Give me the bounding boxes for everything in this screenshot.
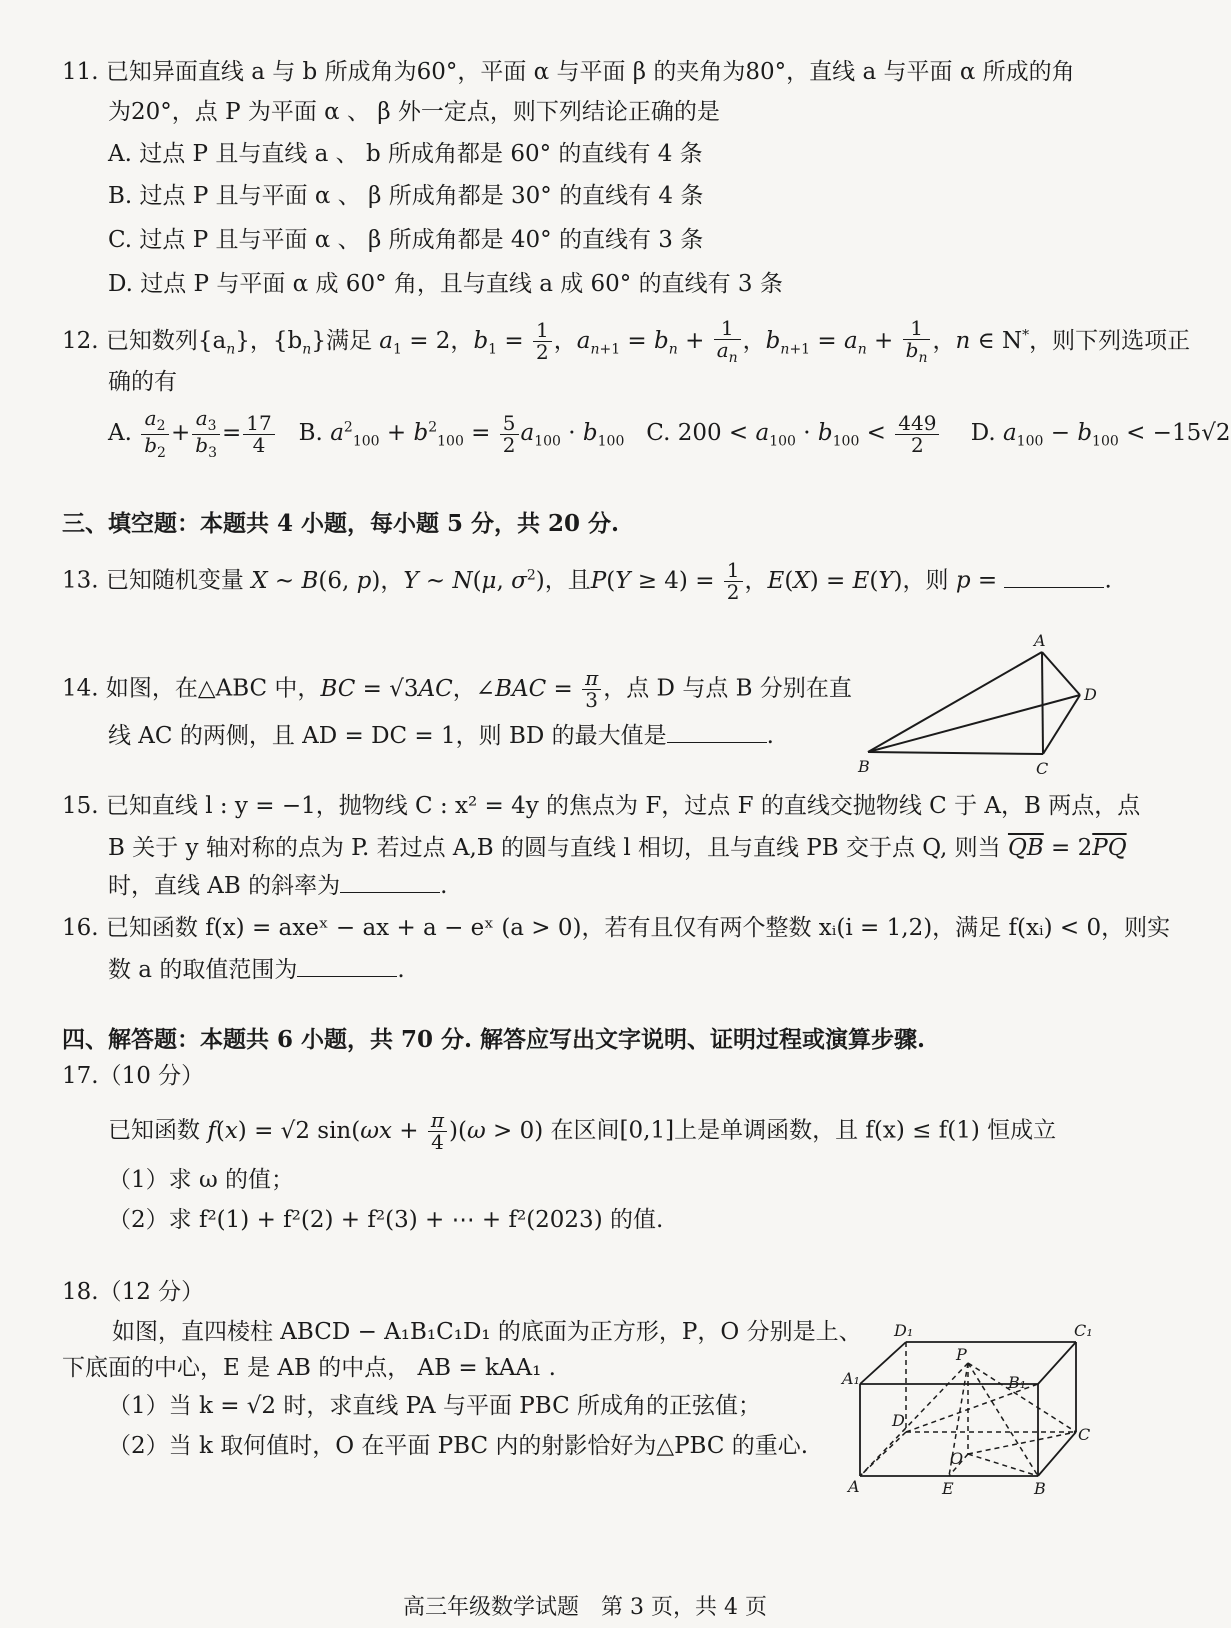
q18-label-c: C	[1078, 1425, 1091, 1444]
q17-stem-a: 已知函数	[108, 1117, 200, 1144]
q14-stem-2: 线 AC 的两侧，且 AD = DC = 1，则 BD 的最大值是	[108, 723, 667, 749]
q18-label-e: E	[942, 1479, 954, 1498]
q18-label-a: A	[848, 1477, 860, 1496]
q13-math-1: X ~ B(6, p)，Y ~ N(μ, $\sigma^2$)	[251, 566, 545, 594]
q11-line1	[62, 58, 1075, 87]
q18-label-o: O	[950, 1449, 964, 1468]
q14-math: BC = √3AC，∠BAC = $\frac{\pi}{3}$	[320, 676, 603, 702]
q18-prism-figure	[838, 1320, 1098, 1500]
q11-option-c: C. 过点 P 且与平面 α 、 β 所成角都是 40° 的直线有 3 条	[108, 227, 704, 253]
q12-option-b-label: B.	[298, 420, 323, 447]
q12-number: 12.	[62, 327, 99, 354]
q11-stem-2: 为20°，点 P 为平面 α 、 β 外一定点，则下列结论正确的是	[108, 99, 720, 125]
q14-edge-ba	[868, 652, 1042, 752]
q14-label-d: D	[1084, 685, 1097, 704]
section-4-heading: 四、解答题：本题共 6 小题，共 70 分. 解答应写出文字说明、证明过程或演算步骤.	[62, 1026, 926, 1053]
q14-label-c: C	[1036, 759, 1049, 778]
q11-option-b: B. 过点 P 且与平面 α 、 β 所成角都是 30° 的直线有 4 条	[108, 183, 704, 209]
q15-line3: 时，直线 AB 的斜率为 .	[108, 873, 448, 899]
q12-stem-tail: ，则下列选项正	[1029, 327, 1191, 354]
q12-stem-a: 已知数列{a	[105, 327, 227, 354]
q18-label-p: P	[956, 1345, 967, 1364]
q12-stem-b: }，{b	[235, 327, 303, 354]
q14-edge-bc	[868, 752, 1043, 754]
q16-line2: 数 a 的取值范围为 .	[108, 957, 405, 983]
q13-mid: ，且	[544, 567, 591, 594]
q17-part-2: （2）求 f²(1) + f²(2) + f²(3) + ⋯ + f²(2023) 的值.	[108, 1207, 664, 1233]
q12-option-d: $a_{100} - b_{100} < -15√2$	[1002, 420, 1231, 450]
q15-vector-condition: $\overline{QB} = 2\overline{PQ}$	[1007, 835, 1127, 861]
q18-part-2: （2）当 k 取何值时，O 在平面 PBC 内的射影恰好为△PBC 的重心.	[108, 1433, 809, 1459]
q12-option-d-label: D.	[970, 420, 996, 447]
q17-number: 17.	[62, 1063, 99, 1089]
q18-score: （12 分）	[98, 1279, 205, 1305]
q14-line2: 线 AC 的两侧，且 AD = DC = 1，则 BD 的最大值是 .	[108, 723, 774, 749]
q18-label-d: D	[892, 1411, 905, 1430]
q14-blank[interactable]	[667, 724, 767, 743]
q12-stem-c: }满足	[311, 327, 372, 354]
q16-stem-2: 数 a 的取值范围为	[108, 957, 298, 983]
q14-line1	[62, 668, 852, 711]
q17-stem-b: 在区间[0,1]上是单调函数，且 f(x) ≤ f(1) 恒成立	[550, 1117, 1057, 1144]
q18-label-c1: C₁	[1074, 1321, 1093, 1340]
q14-label-b: B	[858, 757, 870, 776]
q16-blank[interactable]	[297, 958, 397, 977]
q15-blank[interactable]	[340, 874, 440, 893]
q14-edge-bd	[868, 695, 1080, 752]
q13-blank[interactable]	[1004, 569, 1104, 588]
q11-option-a: A. 过点 P 且与直线 a 、 b 所成角都是 60° 的直线有 4 条	[108, 141, 703, 167]
q14-stem-b: ，点 D 与点 B 分别在直	[603, 675, 852, 702]
q18-stem-1: 如图，直四棱柱 ABCD − A₁B₁C₁D₁ 的底面为正方形，P，O 分别是上、	[112, 1319, 862, 1345]
q13-pre: 已知随机变量	[105, 567, 244, 594]
q18-stem-2: 下底面的中心，E 是 AB 的中点， AB = kAA₁ .	[62, 1355, 556, 1381]
q15-line2	[108, 834, 1127, 863]
q12-option-c: $200 < a_{100} \cdot b_{100}$ < $\frac{449}{2}$	[678, 420, 942, 446]
q12-conditions: $a_1 = 2$，$b_1$ = $\frac{1}{2}$ ，$a_{n+1} = b_n$ + $\frac{1}{a_n}$ ，$b_{n+1} = a_n$ + $\frac{1}{b_n}$ ，n ∈ N*	[379, 316, 1030, 366]
q15-number: 15.	[62, 793, 99, 819]
page-footer: 高三年级数学试题 第 3 页，共 4 页	[403, 1595, 767, 1620]
q11-stem-1: 已知异面直线 a 与 b 所成角为60°，平面 α 与平面 β 的夹角为80°，直线 a 与平面 α 所成的角	[105, 59, 1075, 85]
q13-number: 13.	[62, 567, 99, 594]
q14-label-a: A	[1034, 631, 1046, 650]
q16-number: 16.	[62, 915, 99, 941]
q11-number: 11.	[62, 59, 99, 85]
q14-edge-ac	[1042, 652, 1043, 754]
q18-label-a1: A₁	[842, 1369, 860, 1388]
q15-stem-1: 已知直线 l : y = −1，抛物线 C : x² = 4y 的焦点为 F，过点 F 的直线交抛物线 C 于 A，B 两点，点	[105, 793, 1141, 819]
q17-stem	[108, 1110, 1056, 1153]
q16-line1	[62, 914, 1170, 943]
q14-figure	[850, 630, 1110, 780]
q18-number: 18.	[62, 1279, 99, 1305]
q18-label-d1: D₁	[894, 1321, 914, 1340]
q12-option-a-label: A.	[108, 420, 132, 447]
q15-line1	[62, 792, 1140, 821]
q16-stem-1: 已知函数 f(x) = axeˣ − ax + a − eˣ (a > 0)，若有且仅有两个整数 xᵢ(i = 1,2)，满足 f(xᵢ) < 0，则实	[105, 915, 1171, 941]
q17-part-1: （1）求 ω 的值；	[108, 1167, 295, 1193]
q12-line1: 12. 已知数列$\{a_n\}$，$\{b_n\}$满足 $a_1 = 2$，$b_1$ = $\frac{1}{2}$ ，$a_{n+1} = b_n$ + $\frac{1}{a_n}$ ，$b_{n+1} = a_n$ + $\frac{1}{b_n}$ ，n ∈ N*，则下列选项正	[62, 316, 1191, 366]
q15-stem-3: 时，直线 AB 的斜率为	[108, 873, 341, 899]
q12-option-c-label: C.	[646, 420, 671, 447]
q12-option-a: $\frac{a_2}{b_2}$ + $\frac{a_3}{b_3}$ = $\frac{17}{4}$	[139, 420, 276, 446]
q11-option-d: D. 过点 P 与平面 α 成 60° 角，且与直线 a 成 60° 的直线有 3 条	[108, 271, 783, 297]
q17-score: （10 分）	[98, 1063, 205, 1089]
q12-option-b: $a^2_{100} + b^2_{100}$ = $\frac{5}{2}$ $a_{100} \cdot b_{100}$	[330, 410, 625, 457]
q14-number: 14.	[62, 675, 99, 702]
q14-edge-ad	[1042, 652, 1080, 695]
q17-function: f(x) = √2 sin(ωx + $\frac{\pi}{4}$ )(ω > 0)	[207, 1108, 544, 1154]
q12-stem-2: 确的有	[108, 369, 177, 395]
q18-label-b: B	[1034, 1479, 1046, 1498]
q18-header	[62, 1278, 204, 1307]
section-3-heading: 三、填空题：本题共 4 小题，每小题 5 分，共 20 分.	[62, 510, 620, 537]
q12-options	[108, 408, 1231, 460]
q14-stem-a: 如图，在△ABC 中，	[105, 675, 321, 702]
q17-header	[62, 1062, 204, 1091]
q13-tail: ，则	[902, 567, 949, 594]
q15-stem-2: B 关于 y 轴对称的点为 P. 若过点 A,B 的圆与直线 l 相切，且与直线 PB 交于点 Q, 则当	[108, 835, 1001, 861]
q18-label-b1: B₁	[1008, 1373, 1027, 1392]
q13-math-2: P(Y ≥ 4) = $\frac{1}{2}$ ，E(X) = E(Y)	[590, 558, 903, 604]
q13-line: 13. 已知随机变量 X ~ B(6, p)，Y ~ N(μ, $\sigma^2$)，且P(Y ≥ 4) = $\frac{1}{2}$ ，E(X) = E(Y)，则 p = .	[62, 558, 1112, 604]
q18-part-1: （1）当 k = √2 时，求直线 PA 与平面 PBC 所成角的正弦值；	[108, 1393, 761, 1419]
